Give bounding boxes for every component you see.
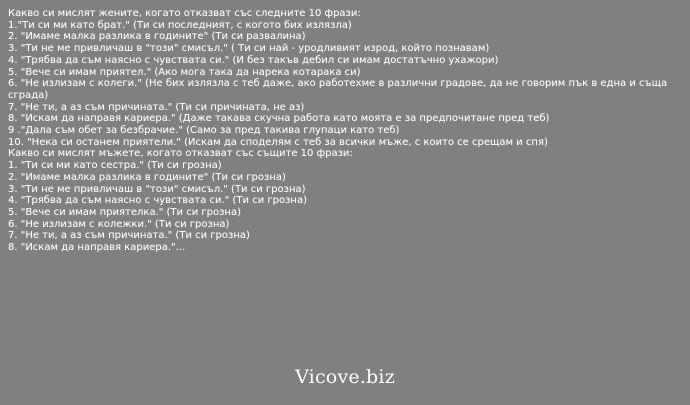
- men-line-4: 4. "Трябва да съм наясно с чувствата си." (Ти си грозна): [8, 195, 307, 207]
- men-line-7: 7. "Не ти, а аз съм причината." (Ти си грозна): [8, 230, 250, 242]
- women-line-2: 2. "Имаме малка разлика в годините" (Ти си развалина): [8, 31, 306, 43]
- women-line-10: 10. "Нека си останем приятели." (Искам да споделям с теб за всички мъже, с които се срещам и спя): [8, 136, 548, 148]
- men-line-8: 8. "Искам да направя кариера."...: [8, 242, 186, 254]
- men-line-5: 5. "Вече си имам приятелка." (Ти си грозна): [8, 206, 242, 218]
- women-line-4: 4. "Трябва да съм наясно с чувствата си." (И без такъв дебил си имам достатъчно ухажори): [8, 54, 499, 66]
- women-line-9: 9 ."Дала съм обет за безбрачие." (Само за пред такива глупаци като теб): [8, 125, 400, 137]
- joke-text-block: [8, 8, 684, 254]
- men-line-3: 3. "Ти не ме привличаш в "този" смисъл." (Ти си грозна): [8, 183, 306, 195]
- women-line-6: 6. "Не излизам с колеги." (Не бих излязла с теб даже, ако работехме в различни градове, да не говорим пък в една и съща сграда): [8, 78, 668, 101]
- men-heading: Какво си мислят мъжете, когато отказват със същите 10 фрази:: [8, 148, 353, 160]
- women-line-8: 8. "Искам да направя кариера." (Даже такава скучна работа като моята е за предпочитане пред теб): [8, 113, 550, 125]
- women-line-7: 7. "Не ти, а аз съм причината." (Ти си причината, не аз): [8, 101, 305, 113]
- men-line-6: 6. "Не излизам с колежки." (Ти си грозна): [8, 218, 230, 230]
- site-watermark: Vicove.biz: [295, 366, 395, 388]
- women-heading: Какво си мислят жените, когато отказват със следните 10 фрази:: [8, 8, 361, 19]
- men-line-2: 2. "Имаме малка разлика в годините" (Ти си грозна): [8, 171, 286, 183]
- women-line-5: 5. "Вече си имам приятел." (Ако мога така да нарека котарака си): [8, 66, 361, 78]
- men-line-1: 1. "Ти си ми като сестра." (Ти си грозна): [8, 160, 222, 172]
- women-line-3: 3. "Ти не ме привличаш в "този" смисъл." ( Ти си най - уродливият изрод, който познавам): [8, 43, 490, 55]
- women-line-1: 1."Ти си ми като брат." (Ти си последният, с когото бих излязла): [8, 19, 352, 31]
